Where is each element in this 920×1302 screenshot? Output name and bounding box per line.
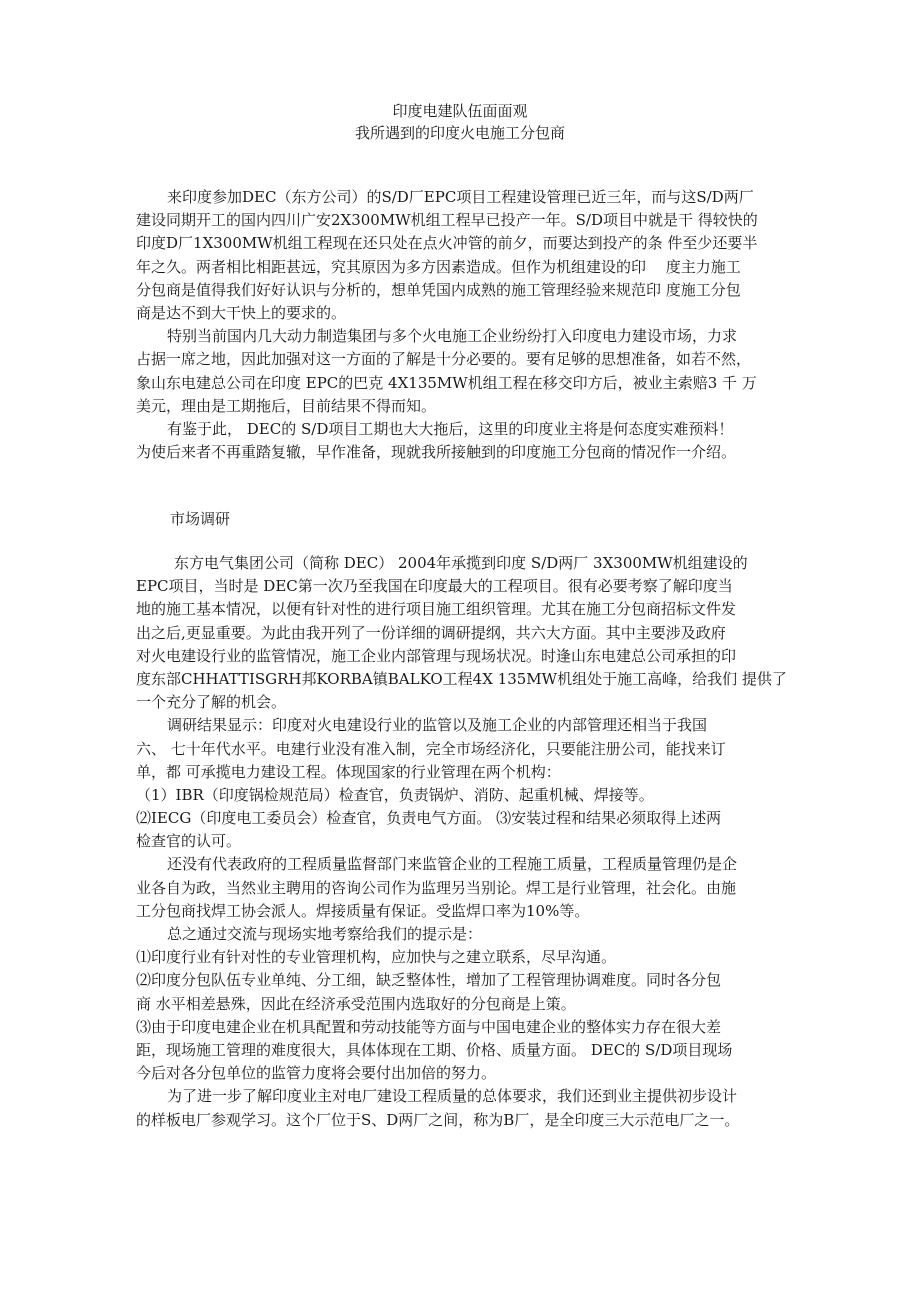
text-line: 有鉴于此， DEC的 S/D项目工期也大大拖后，这里的印度业主将是何态度实难预料！ — [167, 419, 734, 438]
text-line: 为了进一步了解印度业主对电厂建设工程质量的总体要求，我们还到业主提供初步设计 — [167, 1087, 738, 1106]
text-line: 商是达不到大干快上的要求的。 — [136, 303, 347, 322]
intro-section — [136, 186, 796, 464]
text-line: 东方电气集团公司（简称 DEC） 2004年承揽到印度 S/D两厂 3X300MW机组建设的 — [174, 554, 748, 572]
section-heading: 市场调研 — [170, 510, 231, 528]
document-subtitle: 我所遇到的印度火电施工分包商 — [354, 124, 565, 142]
text-line: 业各自为政，当然业主聘用的咨询公司作为监理另当别论。焊工是行业管理，社会化。由施 — [136, 878, 737, 897]
text-line: 来印度参加DEC（东方公司）的S/D厂EPC项目工程建设管理已近三年，而与这S/D两厂 — [167, 188, 754, 206]
text-line: 为使后来者不再重踏复辙，早作准备，现就我所接触到的印度施工分包商的情况作一介绍。 — [136, 443, 737, 462]
document-title: 印度电建队伍面面观 — [392, 102, 528, 120]
text-line: 印度D厂1X300MW机组工程现在还只处在点火冲管的前夕，而要达到投产的条 件至少还要半 — [136, 234, 758, 253]
text-line: ⑴印度行业有针对性的专业管理机构，应加快与之建立联系，尽早沟通。 — [136, 948, 617, 967]
text-line: 的样板电厂参观学习。这个厂位于S、D两厂之间，称为B厂，是全印度三大示范电厂之一。 — [136, 1110, 740, 1129]
text-line: 工分包商找焊工协会派人。焊接质量有保证。受监焊口率为10%等。 — [136, 901, 590, 920]
text-line: 总之通过交流与现场实地考察给我们的提示是： — [167, 925, 483, 943]
text-line: 年之久。两者相比相距甚远，究其原因为多方因素造成。但作为机组建设的印 度主力施工 — [136, 257, 741, 276]
text-line: 检查官的认可。 — [136, 832, 242, 851]
text-line: 分包商是值得我们好好认识与分析的，想单凭国内成熟的施工管理经验来规范印 度施工分包 — [136, 280, 741, 299]
text-line: 单，都 可承揽电力建设工程。体现国家的行业管理在两个机构： — [136, 762, 561, 781]
text-line: EPC项目，当时是 DEC第一次乃至我国在印度最大的工程项目。很有必要考察了解印度当 — [136, 577, 733, 596]
text-line: 对火电建设行业的监管情况，施工企业内部管理与现场状况。时逢山东电建总公司承担的印 — [136, 646, 737, 665]
text-line: ⑶由于印度电建企业在机具配置和劳动技能等方面与中国电建企业的整体实力存在很大差 — [136, 1017, 722, 1036]
text-line: 六、 七十年代水平。电建行业没有准入制，完全市场经济化，只要能注册公司，能找来订 — [136, 739, 726, 758]
text-line: 出之后,更显重要。为此由我开列了一份详细的调研提纲，共六大方面。其中主要涉及政府 — [136, 623, 726, 642]
text-line: 距，现场施工管理的难度很大，具体体现在工期、价格、质量方面。 DEC的 S/D项目现场 — [136, 1040, 733, 1059]
text-line: ⑵印度分包队伍专业单纯、分工细，缺乏整体性，增加了工程管理协调难度。同时各分包 — [136, 971, 722, 990]
text-line: 美元，理由是工期拖后，目前结果不得而知。 — [136, 396, 437, 415]
text-line: 地的施工基本情况，以便有针对性的进行项目施工组织管理。尤其在施工分包商招标文件发 — [136, 600, 737, 619]
text-line: 建设同期开工的国内四川广安2X300MW机组工程早已投产一年。S/D项目中就是干 得较快的 — [136, 211, 758, 230]
text-line: （1）IBR（印度锅检规范局）检查官，负责锅炉、消防、起重机械、焊接等。 — [136, 785, 654, 804]
text-line: 度东部CHHATTISGRH邦KORBA镇BALKO工程4X 135MW机组处于施工高峰，给我们 提供了 — [136, 669, 787, 688]
text-line: 象山东电建总公司在印度 EPC的巴克 4X135MW机组工程在移交印方后，被业主索赔3 千 万 — [136, 373, 757, 392]
text-line: 一个充分了解的机会。 — [136, 693, 287, 712]
text-line: 占据一席之地，因此加强对这一方面的了解是十分必要的。要有足够的思想准备，如若不然， — [136, 350, 752, 369]
text-line: 商 水平相差悬殊，因此在经济承受范围内选取好的分包商是上策。 — [136, 994, 576, 1013]
text-line: 特别当前国内几大动力制造集团与多个火电施工企业纷纷打入印度电力建设市场，力求 — [167, 327, 738, 346]
market-research-section — [136, 552, 796, 1132]
text-line: 还没有代表政府的工程质量监督部门来监管企业的工程施工质量，工程质量管理仍是企 — [167, 855, 738, 874]
text-line: 今后对各分包单位的监管力度将会要付出加倍的努力。 — [136, 1064, 497, 1083]
text-line: 调研结果显示：印度对火电建设行业的监管以及施工企业的内部管理还相当于我国 — [167, 716, 708, 735]
text-line: ⑵IECG（印度电工委员会）检查官，负责电气方面。 ⑶安装过程和结果必须取得上述两 — [136, 809, 722, 828]
